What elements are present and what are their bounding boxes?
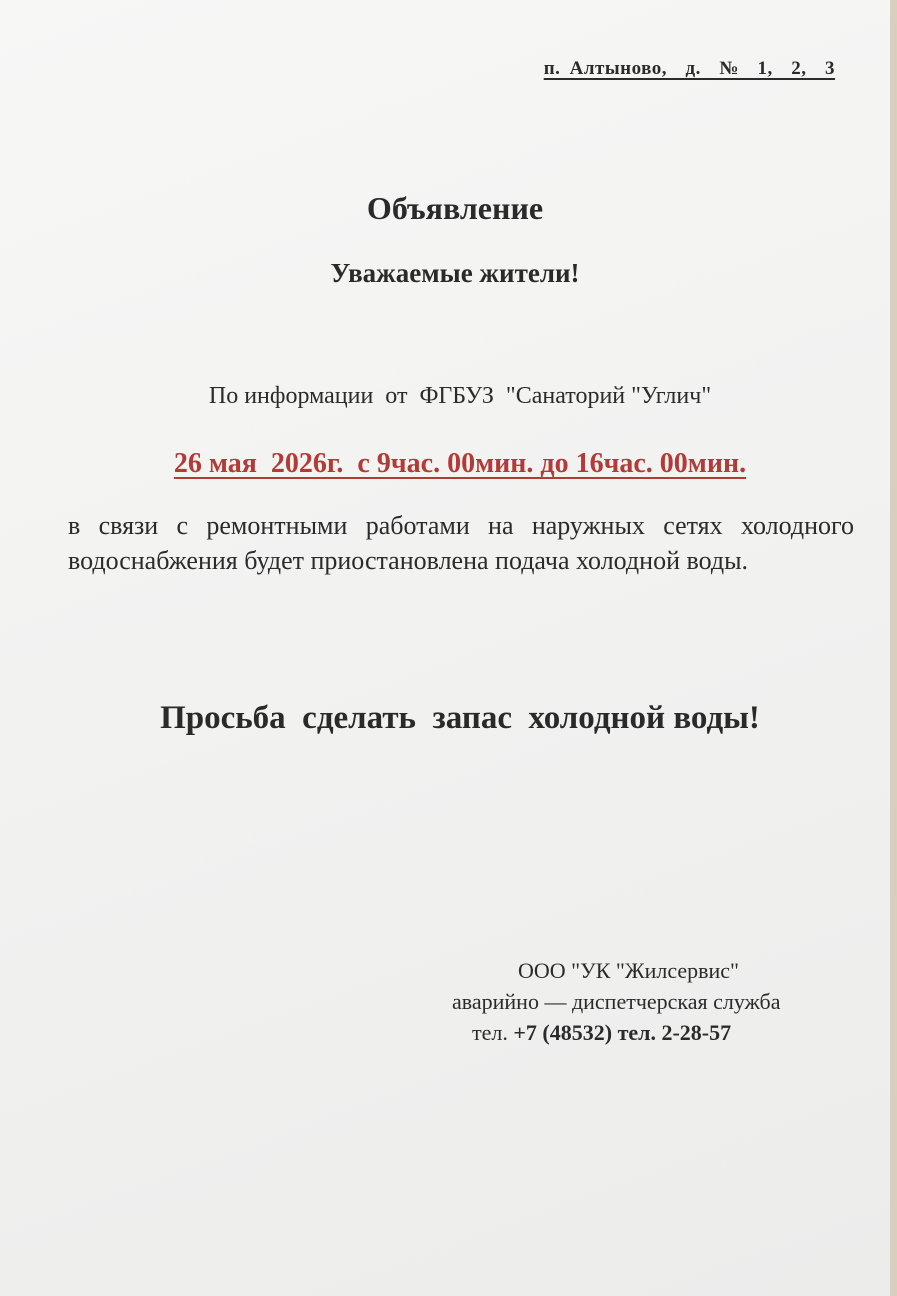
phone-number: 2-28-57 bbox=[661, 1020, 732, 1045]
outage-description: в связи с ремонтными работами на наружных сетях холодного водоснабжения будет приостановлена подача холодной воды. bbox=[68, 511, 854, 575]
water-reserve-request: Просьба сделать запас холодной воды! bbox=[160, 700, 760, 736]
outage-date-time: 26 мая 2026г. с 9час. 00мин. до 16час. 00мин. bbox=[173, 448, 747, 479]
phone-code: +7 (48532) bbox=[513, 1020, 613, 1045]
service-name: аварийно — диспетчерская служба bbox=[452, 989, 781, 1014]
notice-title: Объявление bbox=[366, 190, 544, 226]
info-source-line: По информации от ФГБУЗ "Санаторий "Углич" bbox=[208, 383, 712, 409]
phone-line bbox=[440, 1017, 781, 1048]
greeting: Уважаемые жители! bbox=[330, 258, 580, 288]
signature-block bbox=[440, 955, 781, 1048]
address-line: п. Алтыново, д. № 1, 2, 3 bbox=[543, 58, 835, 79]
organization-name: ООО "УК "Жилсервис" bbox=[518, 958, 740, 983]
phone-separator: тел. bbox=[612, 1020, 662, 1045]
phone-prefix: тел. bbox=[472, 1020, 514, 1045]
